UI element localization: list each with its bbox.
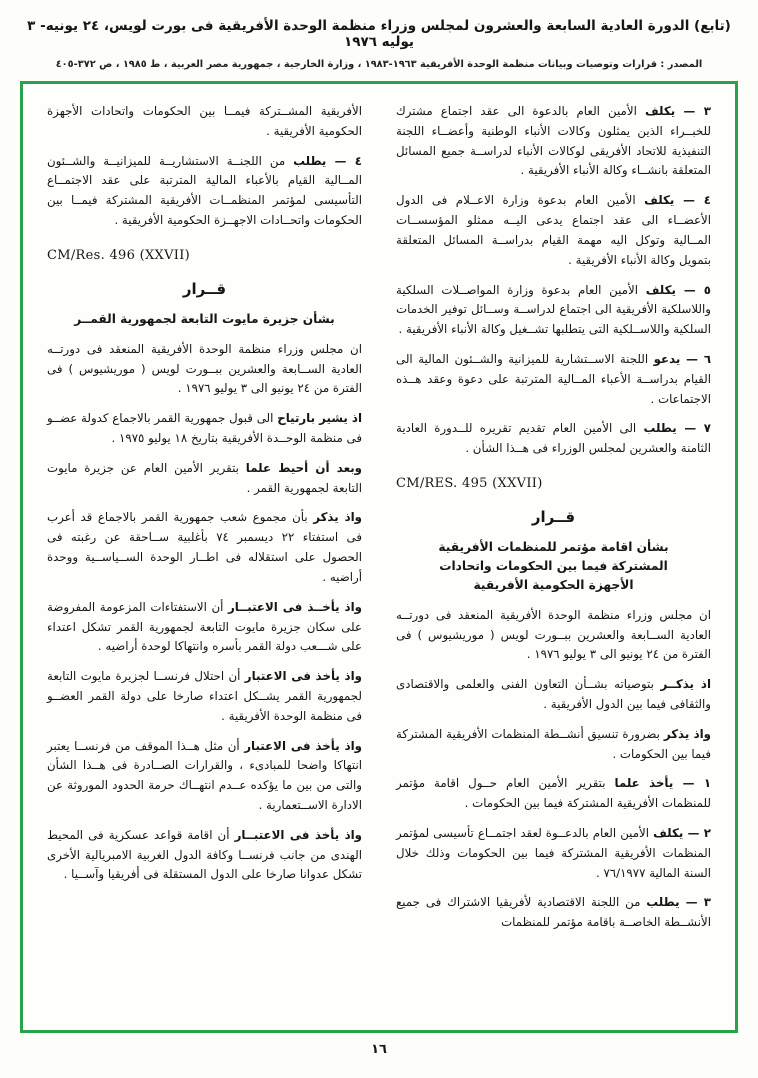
paragraph-lead: واذ يذكر [663, 726, 712, 741]
paragraph-lead: ٤ — يكلف [644, 193, 711, 208]
paragraph-text: بضرورة تنسيق أنشــطة المنظمات الأفريقية المشتركة فيما بين الحكومات . [396, 726, 711, 761]
header-title: (تابع) الدورة العادية السابعة والعشرون لمجلس وزراء منظمة الوحدة الأفريقية فى بورت لويس، ٢٤ يونيه- ٣ يوليه ١٩٧٦ [27, 18, 731, 50]
paragraph [396, 824, 711, 883]
paragraph [396, 419, 711, 459]
header-source-line: المصدر : قرارات وتوصيات وبيانات منظمة الوحدة الأفريقية ١٩٦٣-١٩٨٣ ، وزارة الخارجية ، جمهورية مصر العربية ، ط ١٩٨٥ ، ص ٣٧٢-٤٠٥ [55, 59, 703, 70]
paragraph [396, 350, 711, 409]
paragraph [396, 102, 711, 181]
paragraph-lead: وبعد أن أحيط علما [245, 460, 362, 475]
paragraph-text: بتوصياته بشــأن التعاون الفنى والعلمى والاقتصادى والثقافى فيما بين الدول الأفريقية . [396, 677, 711, 711]
resolution-number-cm-res-496: CM/Res. 496 (XXVII) [47, 247, 191, 263]
document-header [20, 18, 738, 70]
paragraph-lead: واذ يأخــذ فى الاعتبــار [228, 599, 362, 614]
paragraph [396, 281, 711, 340]
paragraph-lead: ٥ — يكلف [645, 282, 711, 297]
resolution-title: قــرار [182, 279, 227, 298]
paragraph [47, 826, 362, 885]
paragraph [396, 191, 711, 270]
paragraph [47, 508, 362, 587]
column-left [47, 102, 362, 1022]
paragraph-lead: واذ يأخذ فى الاعتبار [244, 738, 363, 753]
paragraph-text: الأمين العام بالدعــوة لعقد اجتمــاع تأسيسى لمؤتمر المنظمات الأفريقية المشتركة فيما بين الحكومات وذلك خلال السنة المالية ٧٦/١٩٧٧ . [396, 826, 711, 880]
resolution-subject: بشأن اقامة مؤتمر للمنظمات الأفريقية المشتركة فيما بين الحكومات واتحادات الأجهزة الحكومية الأفريقية [438, 540, 669, 592]
resolution-number-cm-res-495: CM/RES. 495 (XXVII) [396, 476, 543, 491]
paragraph-lead: واذ يأخذ فى الاعتبــار [234, 827, 363, 842]
paragraph [47, 340, 362, 399]
paragraph-lead: ١ — يأخذ علما [614, 776, 712, 791]
paragraph [47, 598, 362, 657]
paragraph-text: الأمين العام بدعوة وزارة الاعــلام فى الدول الأعضــاء الى عقد اجتماع يدعى اليــه ممثلو المؤسســات المــالية وتوكل اليه مهمة القيام بدراســة المسائل المتعلقة بتمويل وكالة الأنباء الأفريقية . [396, 193, 711, 267]
paragraph [396, 675, 711, 715]
paragraph-text: اللجنة الاســتشارية للميزانية والشــئون المالية الى القيام بدراســة الأعباء المــالية المترتبة على دعوة وعقد هــذه الاجتماعات . [396, 351, 711, 406]
paragraph-lead: اذ يشير بارتياح [277, 411, 362, 426]
column-right [396, 102, 711, 1022]
paragraph [47, 152, 362, 231]
paragraph [47, 667, 362, 726]
paragraph-lead: ٦ — يدعو [653, 351, 712, 366]
paragraph [47, 409, 362, 449]
paragraph [396, 774, 711, 814]
paragraph-text: أن مثل هــذا الموقف من فرنســا يعتبر انتهاكا واضحا للمبادىء ، والقرارات الصــادرة فى هــذا الشأن والتى من بين ما يؤكده عــدم انتهــاك حرمة الحدود الموروثة عن الادارة الاســتعمارية . [47, 738, 362, 813]
paragraph [47, 737, 362, 816]
paragraph-text: أن احتلال فرنســا لجزيرة مايوت التابعة لجمهورية القمر يشــكل اعتداء صارخا على دولة القمر العضــو فى منظمة الوحدة الأفريقية . [47, 669, 362, 723]
paragraph-text: الأمين العام بالدعوة الى عقد اجتماع مشترك للخبــراء الذين يمثلون وكالات الأنباء الوطنية وأعضــاء اللجنة التنفيذية للاتحاد الأفريقى لوكالات الأنباء لدراســة جميع المسائل المتعلقة بانشــاء وكالة الأنباء الأفريقية . [396, 104, 711, 178]
paragraph [47, 459, 362, 499]
paragraph [396, 725, 711, 765]
paragraph-text: الى الأمين العام تقديم تقريره للــدورة العادية الثامنة والعشرين لمجلس الوزراء فى هــذا الشأن . [396, 421, 711, 456]
paragraph-text: بتقرير الأمين العام عن جزيرة مايوت التابعة لجمهورية القمر . [47, 460, 362, 495]
two-column-layout [47, 102, 711, 1022]
paragraph-text: بتقرير الأمين العام حــول اقامة مؤتمر للمنظمات الأفريقية المشتركة فيما بين الحكومات . [396, 776, 711, 811]
paragraph-lead: ٣ — يطلب [646, 895, 711, 910]
paragraph-lead: واذ يذكر [313, 510, 363, 525]
paragraph [396, 606, 711, 665]
paragraph-lead: ٧ — يطلب [643, 421, 711, 436]
paragraph-text: بأن مجموع شعب جمهورية القمر بالاجماع قد أعرب فى استفتاء ٢٢ ديسمبر ٧٤ بأغلبية ســاحقة عن رغبته فى الحصول على استقلاله فى اطــار الوحدة الســياســية ووحدة أراضيه . [47, 510, 362, 584]
paragraph-lead: ٤ — يطلب [293, 153, 362, 168]
green-frame [20, 81, 738, 1033]
paragraph-lead: ٣ — يكلف [644, 104, 711, 118]
paragraph [47, 102, 362, 142]
paragraph-text: من اللجنــة الاستشاريــة للميزانيــة والشــئون المــالية القيام بالأعباء المالية المترتبة على عقد الاجتمــاع التأسيسى لمؤتمر المنظمــات الأفريقية المشتركة فيمــا بين الحكومات واتحــادات الاجهــزة الحكومية الأفريقية . [47, 153, 362, 228]
paragraph-text: الأمين العام بدعوة وزارة المواصــلات السلكية واللاسلكية الأفريقية الى اجتماع لدراســة وســائل توفير الخدمات السلكية واللاســلكية التى يتطلبها تشــغيل وكالة الأنباء الأفريقية . [396, 282, 711, 337]
paragraph-text: ان مجلس وزراء منظمة الوحدة الأفريقية المنعقد فى دورتــه العادية الســابعة والعشرين ببــورت لويس ( موريشيوس ) فى الفترة من ٢٤ يونيو الى ٣ يوليو ١٩٧٦ . [396, 607, 711, 662]
paragraph-text: أن اقامة قواعد عسكرية فى المحيط الهندى من جانب فرنســا وكافة الدول الغربية الامبريالية الأخرى تشكل عدوانا صارخا على الدول المستقلة فى أفريقيا وآســيا . [47, 827, 362, 882]
paragraph-text: الى قبول جمهورية القمر بالاجماع كدولة عضــو فى منظمة الوحــدة الأفريقية بتاريخ ١٨ يوليو ١٩٧٥ . [47, 411, 362, 446]
resolution-subject: بشأن جزيرة مايوت التابعة لجمهورية القمــر [74, 311, 335, 326]
paragraph-text: أن الاستفتاءات المزعومة المفروضة على سكان جزيرة مايوت التابعة لجمهورية القمر تشكل اعتداء على شـــعب دولة القمر بأسره وانتهاكا لوحدة أراضيه . [47, 599, 362, 654]
paragraph-lead: واذ يأخذ فى الاعتبار [244, 669, 362, 684]
paragraph [396, 893, 711, 933]
page-number: ١٦ [371, 1042, 387, 1057]
paragraph-lead: اذ يذكــر [660, 677, 711, 692]
paragraph-text: من اللجنة الاقتصادية لأفريقيا الاشتراك فى جميع الأنشــطة الخاصــة باقامة مؤتمر للمنظمات [396, 895, 711, 930]
paragraph-lead: ٢ — يكلف [653, 826, 711, 841]
resolution-title: قــرار [531, 507, 576, 526]
paragraph-text: ان مجلس وزراء منظمة الوحدة الأفريقية المنعقد فى دورتــه العادية الســابعة والعشرين ببــورت لويس ( موريشيوس ) فى الفترة من ٢٤ يونيو الى ٣ يوليو ١٩٧٦ . [47, 341, 362, 396]
paragraph-text: الأفريقية المشــتركة فيمــا بين الحكومات واتحادات الأجهزة الحكومية الأفريقية . [47, 104, 362, 138]
